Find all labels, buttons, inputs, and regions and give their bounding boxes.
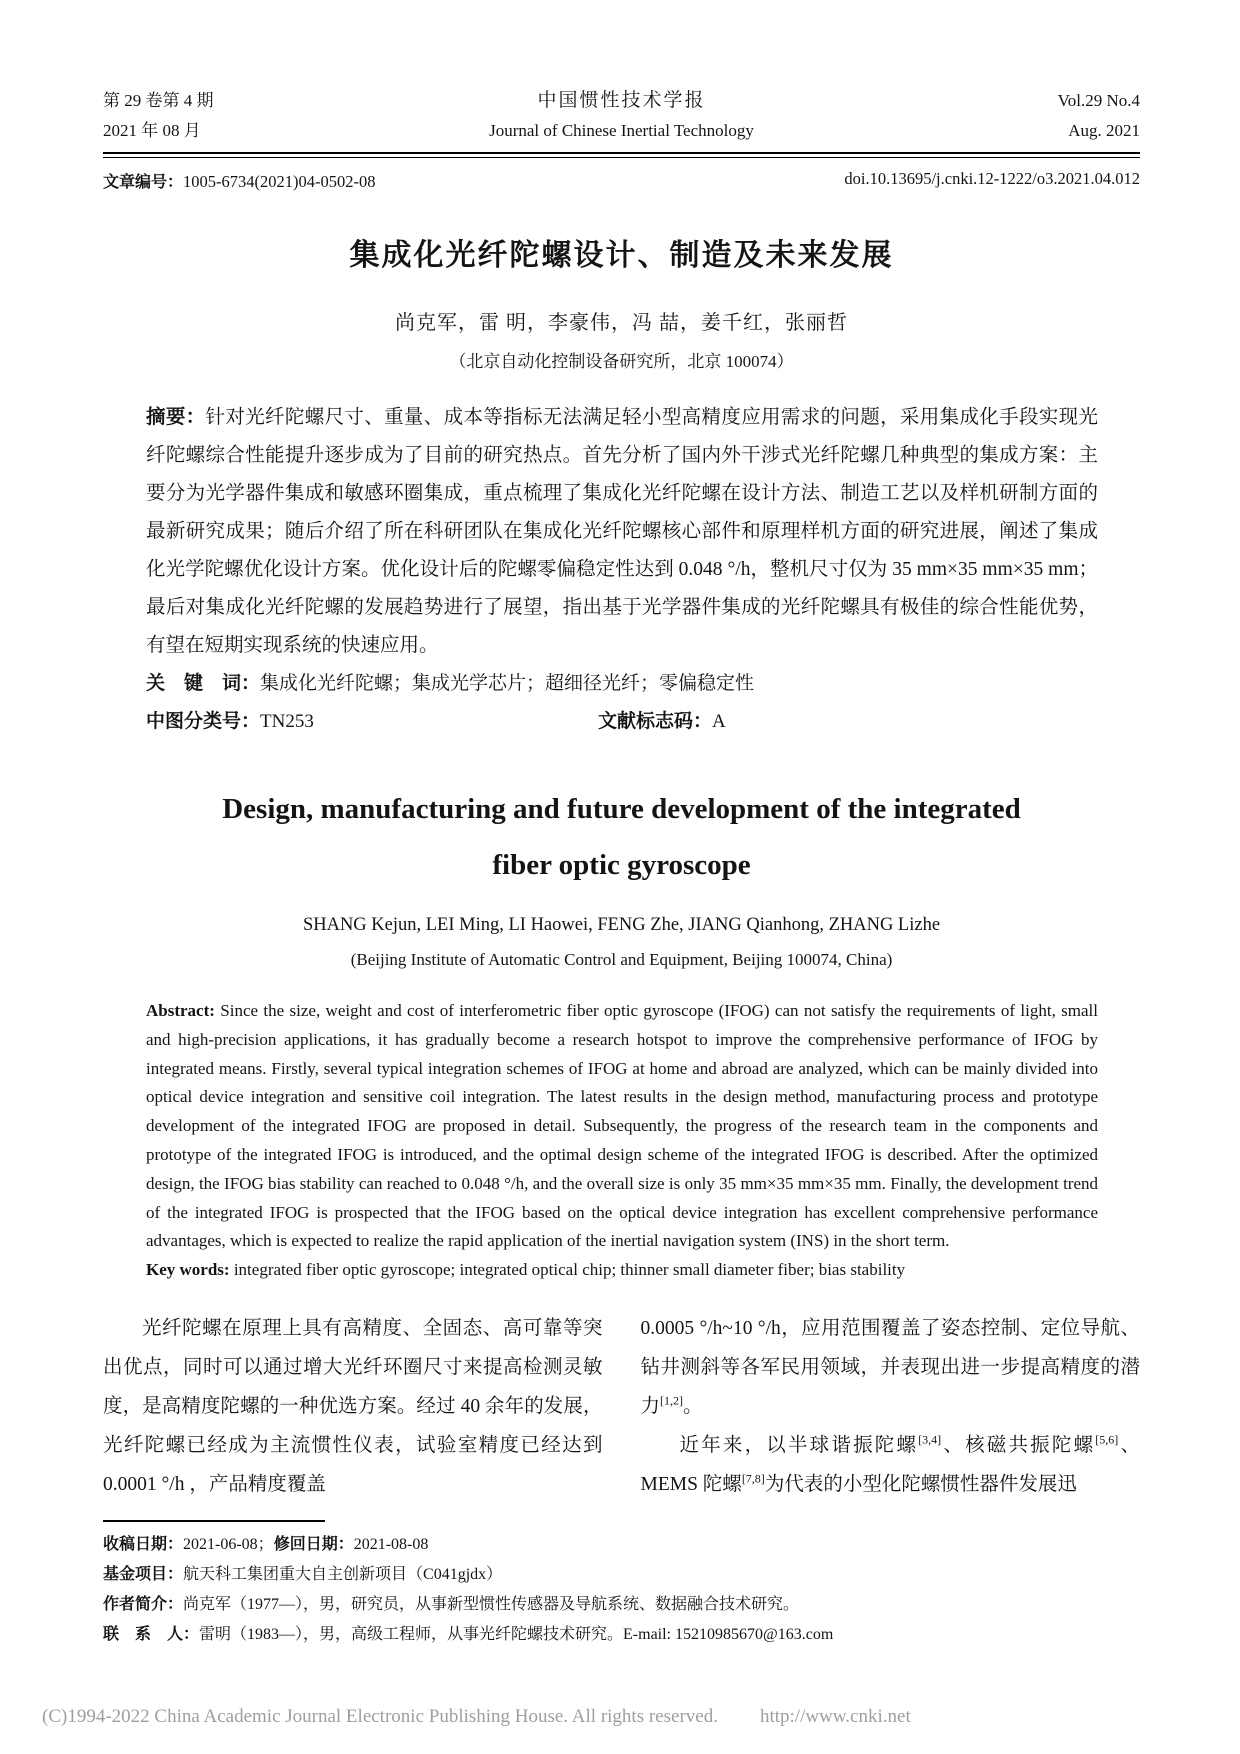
doi: doi.10.13695/j.cnki.12-1222/o3.2021.04.012 [844,169,1140,188]
footnote-author-bio-label: 作者简介： [103,1595,184,1613]
footnote-author-bio-value: 尚克军（1977—），男，研究员，从事新型惯性传感器及导航系统、数据融合技术研究。 [183,1595,800,1613]
article-meta-row [103,169,1140,192]
authors-en: SHANG Kejun, LEI Ming, LI Haowei, FENG Zhe, JIANG Qianhong, ZHANG Lizhe [302,915,941,935]
paper-title-en [103,781,1140,893]
footnote-contact [103,1620,1140,1650]
body-column-left [103,1309,603,1504]
authors-cn: 尚克军，雷 明，李豪伟，冯 喆，姜千红，张丽哲 [395,312,848,334]
abstract-label-en: Abstract: [146,1001,215,1020]
footnote-fund [103,1560,1140,1590]
affiliation-en: (Beijing Institute of Automatic Control and Equipment, Beijing 100074, China) [350,950,893,969]
article-number-value: 1005-6734(2021)04-0502-08 [183,172,376,191]
abstract-en [146,997,1098,1256]
footnote-divider [103,1520,325,1522]
header-left [103,86,343,146]
issue-date-en: Aug. 2021 [1068,121,1140,140]
footnote-revised-label: 修回日期： [273,1535,354,1553]
keywords-text-cn: 集成化光纤陀螺；集成光学芯片；超细径光纤；零偏稳定性 [260,673,755,694]
keywords-label-cn: 关 键 词： [146,673,261,694]
abstract-label-cn: 摘要： [146,406,206,428]
issue-date-cn: 2021 年 08 月 [103,121,201,140]
journal-title-en: Journal of Chinese Inertial Technology [489,121,754,140]
document-code-value: A [712,711,726,732]
body-column-right [641,1309,1141,1504]
footnotes [103,1530,1140,1650]
article-number [103,169,376,192]
footnote-received-value: 2021-06-08； [183,1535,274,1553]
footnote-author-bio [103,1590,1140,1620]
body-paragraph-right-2: 近年来，以半球谐振陀螺[3,4]、核磁共振陀螺[5,6]、MEMS 陀螺[7,8]为代表的小型化陀螺惯性器件发展迅 [640,1432,1140,1495]
paper-title-en-line1: Design, manufacturing and future development of the integrated [222,793,1021,825]
clc-value: TN253 [260,711,314,732]
article-number-label: 文章编号： [103,174,184,191]
volume-issue-cn: 第 29 卷第 4 期 [103,91,214,110]
copyright-text: (C)1994-2022 China Academic Journal Electronic Publishing House. All rights reserved. [42,1706,718,1727]
document-code-label: 文献标志码： [598,711,713,732]
clc-number [146,703,598,741]
keywords-label-en: Key words: [146,1260,230,1280]
classification-row [146,703,1098,741]
clc-label: 中图分类号： [146,711,261,732]
affiliation-cn: （北京自动化控制设备研究所，北京 100074） [449,352,794,371]
footnote-received-label: 收稿日期： [103,1535,184,1553]
footnote-revised-value: 2021-08-08 [353,1535,429,1553]
header-right [900,86,1140,146]
keywords-text-en: integrated fiber optic gyroscope; integrated optical chip; thinner small diameter fiber; bias stability [233,1260,906,1280]
abstract-text-en: Since the size, weight and cost of interferometric fiber optic gyroscope (IFOG) can not satisfy the requirements of light, small and high-precision applications, it has gradually become a research hotspot to improve the comprehensive performance of IFOG by integrated means. Firstly, several typical integration schemes of IFOG at home and abroad are analyzed, which can be mainly divided into optical device integration and sensitive coil integration. The latest results in the design method, manufacturing process and prototype development of the integrated IFOG are proposed in detail. Subsequently, the progress of the research team in the components and prototype of the integrated IFOG is introduced, and the optimal design scheme of the integrated IFOG is described. After the optimized design, the IFOG bias stability can reached to 0.048 °/h, and the overall size is only 35 mm×35 mm×35 mm. Finally, the development trend of the integrated IFOG is prospected that the IFOG based on the optical device integration has excellent comprehensive performance advantages, which is expected to realize the rapid application of the inertial navigation system (INS) in the short term. [146,1001,1098,1251]
footnote-contact-label: 联 系 人： [103,1625,200,1643]
header-divider [103,152,1140,158]
footnote-fund-value: 航天科工集团重大自主创新项目（C041gjdx） [183,1565,503,1583]
body-paragraph-right-1: 0.0005 °/h~10 °/h，应用范围覆盖了姿态控制、定位导航、钻井测斜等各军民用领域，并表现出进一步提高精度的潜力[1,2]。 [640,1317,1140,1417]
volume-issue-en: Vol.29 No.4 [1057,91,1140,110]
journal-title-cn: 中国惯性技术学报 [537,90,706,111]
document-code [598,703,726,741]
header-center [343,86,900,146]
abstract-text-cn: 针对光纤陀螺尺寸、重量、成本等指标无法满足轻小型高精度应用需求的问题，采用集成化手段实现光纤陀螺综合性能提升逐步成为了目前的研究热点。首先分析了国内外干涉式光纤陀螺几种典型的集成方案：主要分为光学器件集成和敏感环圈集成，重点梳理了集成化光纤陀螺在设计方法、制造工艺以及样机研制方面的最新研究成果；随后介绍了所在科研团队在集成化光纤陀螺核心部件和原理样机方面的研究进展，阐述了集成化光学陀螺优化设计方案。优化设计后的陀螺零偏稳定性达到 0.048 °/h，整机尺寸仅为 35 mm×35 mm×35 mm；最后对集成化光纤陀螺的发展趋势进行了展望，指出基于光学器件集成的光纤陀螺具有极佳的综合性能优势，有望在短期实现系统的快速应用。 [146,407,1098,656]
body-paragraph-left: 光纤陀螺在原理上具有高精度、全固态、高可靠等突出优点，同时可以通过增大光纤环圈尺寸来提高检测灵敏度，是高精度陀螺的一种优选方案。经过 40 余年的发展，光纤陀螺已经成为主流惯性仪表，试验室精度已经达到 0.0001 °/h ，产品精度覆盖 [103,1317,603,1495]
footnote-received [103,1530,1140,1560]
keywords-en [146,1256,1098,1285]
footnote-fund-label: 基金项目： [103,1565,184,1583]
abstract-cn [146,398,1098,665]
cnki-url: http://www.cnki.net [759,1706,911,1727]
journal-header [103,86,1140,146]
body-columns [103,1309,1140,1504]
paper-title-cn: 集成化光纤陀螺设计、制造及未来发展 [349,239,894,272]
paper-title-en-line2: fiber optic gyroscope [492,849,751,881]
keywords-cn [146,665,1098,703]
copyright-footer [42,1706,1198,1728]
footnote-contact-value: 雷明（1983—），男，高级工程师，从事光纤陀螺技术研究。E-mail: 15210985670@163.com [199,1625,834,1643]
